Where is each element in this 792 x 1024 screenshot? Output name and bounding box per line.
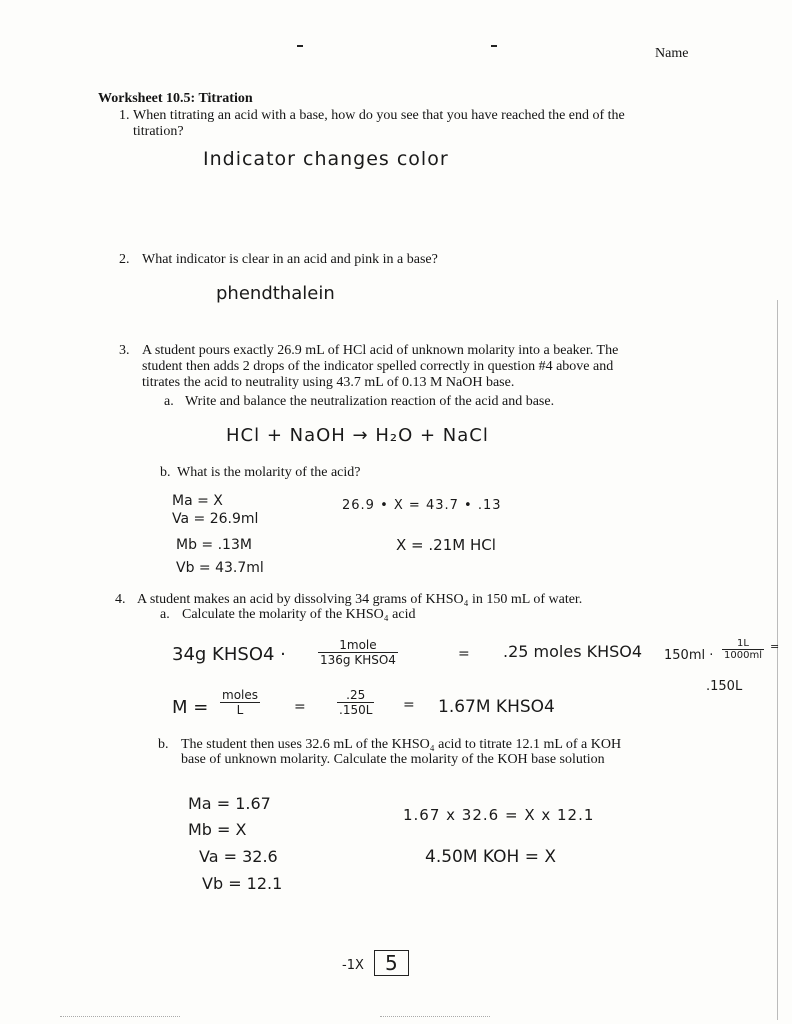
q3b-work-mb: Mb = .13M: [176, 537, 252, 553]
q2-text: What indicator is clear in an acid and pink in a base?: [142, 252, 438, 267]
q4a-result-moles: .25 moles KHSO4: [503, 642, 643, 661]
q2-answer: phendthalein: [216, 283, 335, 304]
q4b-result: 4.50M KOH = X: [425, 847, 557, 867]
fraction-numerator: 1L: [722, 638, 764, 650]
score-box: 5: [374, 950, 409, 976]
q4a-text: Calculate the molarity of the KHSO₄ acid: [182, 607, 416, 622]
page-edge: [777, 300, 778, 1020]
q3b-work-ma: Ma = X: [172, 493, 223, 509]
q3a-label: a.: [164, 394, 174, 409]
score-prefix: -1X: [342, 958, 364, 973]
q4b-work-ma: Ma = 1.67: [188, 794, 271, 813]
scan-noise: [60, 1016, 180, 1018]
q1-text: When titrating an acid with a base, how do you see that you have reached the end of the: [133, 108, 625, 123]
worksheet-title: Worksheet 10.5: Titration: [98, 91, 253, 106]
scan-speck: [297, 45, 303, 47]
fraction-numerator: moles: [222, 688, 258, 702]
q4a-equals: =: [294, 699, 306, 715]
q3b-work-va: Va = 26.9ml: [172, 511, 259, 527]
q4a-fraction-mole: [318, 638, 398, 667]
q4b-work-va: Va = 32.6: [199, 847, 278, 866]
q4a-side-result: .150L: [706, 679, 743, 694]
q4a-label: a.: [160, 607, 170, 622]
scan-noise: [380, 1016, 490, 1018]
fraction-numerator: 1mole: [318, 638, 398, 653]
q4a-work-start: 34g KHSO4 ·: [172, 644, 286, 665]
q4a-side-equals: =: [770, 640, 780, 653]
q4b-label: b.: [158, 737, 169, 752]
scan-speck: [491, 45, 497, 47]
q4a-result-molarity: 1.67M KHSO4: [438, 697, 555, 717]
q4b-equation: 1.67 x 32.6 = X x 12.1: [403, 806, 595, 824]
q4a-fraction-formula: [220, 688, 260, 717]
fraction-denominator: 136g KHSO4: [320, 653, 396, 667]
q4a-equals: =: [458, 646, 470, 662]
fraction-numerator: .25: [337, 688, 374, 703]
q4b-work-vb: Vb = 12.1: [202, 874, 283, 893]
fraction-denominator: 1000ml: [724, 650, 762, 661]
q3-number: 3.: [119, 343, 130, 358]
q4a-fraction-values: [337, 688, 374, 717]
q3-text: titrates the acid to neutrality using 43.7 mL of 0.13 M NaOH base.: [142, 375, 515, 390]
q4a-equals: =: [403, 697, 415, 713]
q3b-work-vb: Vb = 43.7ml: [176, 560, 264, 576]
q4-text: A student makes an acid by dissolving 34 grams of KHSO₄ in 150 mL of water.: [137, 592, 583, 607]
name-label: Name: [655, 46, 689, 61]
q3a-answer: HCl + NaOH → H₂O + NaCl: [226, 425, 489, 446]
q2-number: 2.: [119, 252, 130, 267]
q1-text: titration?: [133, 124, 184, 139]
q4-number: 4.: [115, 592, 126, 607]
q3b-label: b.: [160, 465, 171, 480]
q3b-text: What is the molarity of the acid?: [177, 465, 361, 480]
q1-number: 1.: [119, 108, 130, 123]
q3-text: student then adds 2 drops of the indicator spelled correctly in question #4 above and: [142, 359, 614, 374]
q3b-equation: 26.9 • X = 43.7 • .13: [342, 498, 502, 513]
q4a-molarity-label: M =: [172, 697, 209, 718]
q3a-text: Write and balance the neutralization reaction of the acid and base.: [185, 394, 555, 409]
q4b-text: The student then uses 32.6 mL of the KHSO₄ acid to titrate 12.1 mL of a KOH: [181, 737, 622, 752]
q4a-side-fraction: [722, 638, 764, 661]
q1-answer: Indicator changes color: [203, 148, 449, 170]
q4b-work-mb: Mb = X: [188, 820, 247, 839]
q4a-side-start: 150ml ·: [664, 648, 714, 663]
q4b-text: base of unknown molarity. Calculate the molarity of the KOH base solution: [181, 752, 605, 767]
fraction-denominator: L: [236, 703, 244, 717]
q3b-result: X = .21M HCl: [396, 536, 496, 554]
fraction-denominator: .150L: [339, 703, 373, 717]
q3-text: A student pours exactly 26.9 mL of HCl acid of unknown molarity into a beaker. The: [142, 343, 619, 358]
